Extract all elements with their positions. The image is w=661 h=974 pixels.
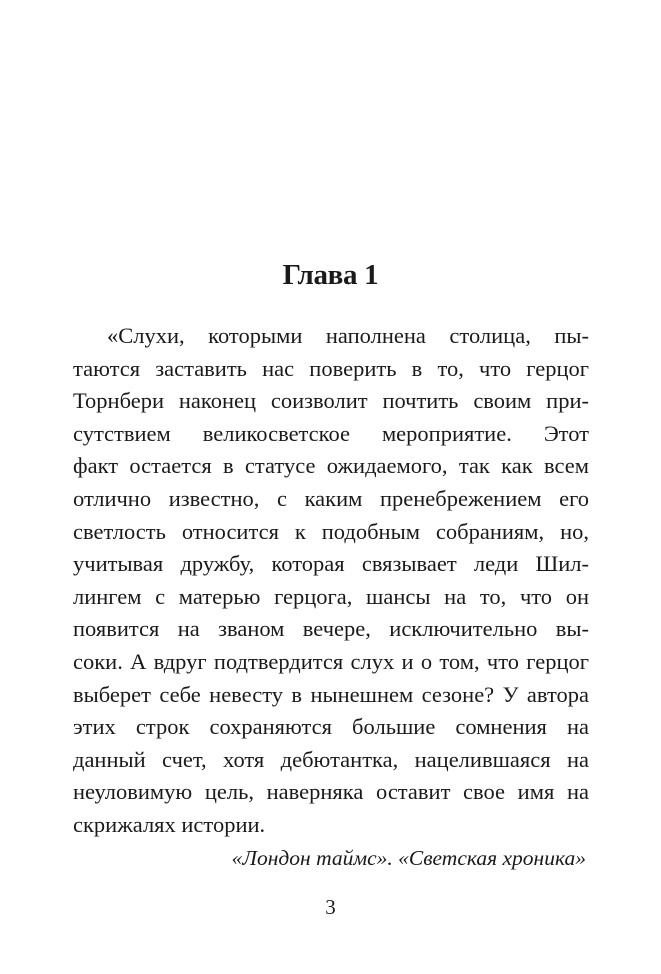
text-line: лингем с матерью герцога, шансы на то, что он — [73, 583, 589, 609]
chapter-title: Глава 1 — [282, 259, 379, 291]
text-line: таются заставить нас поверить в то, что герцог — [73, 355, 589, 381]
text-line: этих строк сохраняются большие сомнения на — [73, 714, 589, 740]
text-line: соки. А вдруг подтвердится слух и о том, что герцог — [73, 648, 589, 674]
text-line: отлично известно, с каким пренебрежением его — [73, 485, 589, 511]
page-number: 3 — [325, 895, 336, 919]
text-line: данный счет, хотя дебютантка, нацелившаяся на — [73, 746, 589, 772]
text-line: факт остается в статусе ожидаемого, так как всем — [73, 453, 589, 479]
text-line: появится на званом вечере, исключительно вы- — [73, 616, 589, 642]
text-line: неуловимую цель, наверняка оставит свое имя на — [73, 779, 589, 805]
text-line: Торнбери наконец соизволит почтить своим при- — [73, 388, 589, 414]
text-line: выберет себе невесту в нынешнем сезоне? У автора — [73, 681, 589, 707]
text-line: сутствием великосветское мероприятие. Этот — [73, 420, 589, 446]
epigraph-text — [73, 320, 589, 842]
text-line: «Слухи, которыми наполнена столица, пы- — [107, 323, 589, 348]
text-line: учитывая дружбу, которая связывает леди Шил- — [73, 551, 589, 577]
text-line: светлость относится к подобным собраниям, но, — [73, 518, 589, 544]
text-line: скрижалях истории. — [73, 811, 266, 837]
epigraph-source: «Лондон таймс». «Светская хроника» — [231, 846, 586, 870]
